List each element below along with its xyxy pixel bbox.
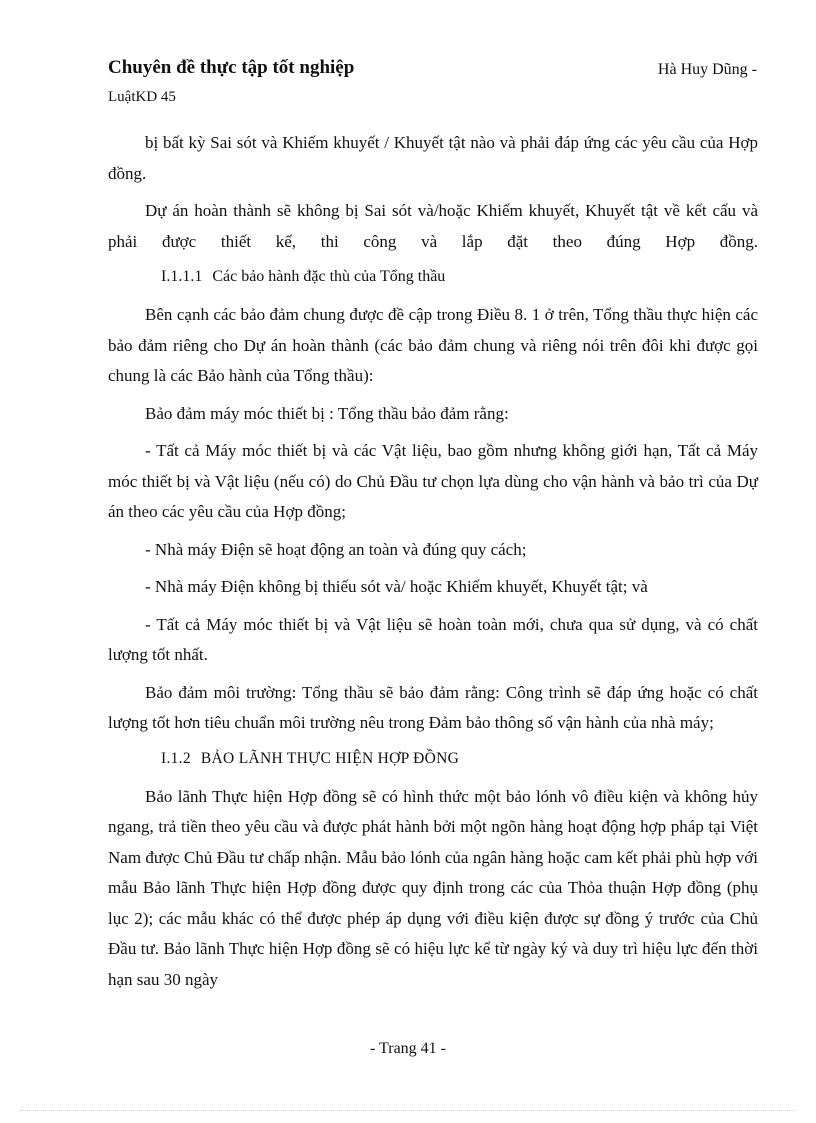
page-number: - Trang 41 - — [369, 1040, 446, 1057]
header-title: Chuyên đề thực tập tốt nghiệp — [108, 57, 355, 78]
paragraph: Bảo đảm máy móc thiết bị : Tổng thầu bảo đảm rằng: — [145, 403, 509, 423]
list-item: - Nhà máy Điện không bị thiếu sót và/ hoặc Khiếm khuyết, Khuyết tật; và — [145, 577, 648, 596]
list-item: - Nhà máy Điện sẽ hoạt động an toàn và đúng quy cách; — [145, 539, 527, 559]
header-author: Hà Huy Dũng - — [657, 61, 757, 78]
section-number: I.1.2 — [161, 749, 191, 767]
list-item: - Tất cả Máy móc thiết bị và các Vật liệu, bao gồm nhưng không giới hạn, Tất cả Máy móc thiết bị và Vật liệu (nếu có) do Chủ Đầu tư chọn lựa dùng cho vận hành và bảo trì của Dự án theo các yêu cầu của Hợp đồng; — [108, 441, 758, 521]
section-title: BẢO LÃNH THỰC HIỆN HỢP ĐỒNG — [200, 749, 460, 767]
page-edge-divider — [20, 1110, 796, 1111]
list-item: - Tất cả Máy móc thiết bị và Vật liệu sẽ hoàn toàn mới, chưa qua sử dụng, và có chất lượng tốt nhất. — [108, 614, 758, 664]
document-body — [108, 128, 758, 1002]
paragraph: Bên cạnh các bảo đảm chung được đề cập trong Điều 8. 1 ở trên, Tổng thầu thực hiện các bảo đảm riêng cho Dự án hoàn thành (các bảo đảm chung và riêng nói trên đôi khi được gọi chung là các Bảo hành của Tổng thầu): — [108, 305, 758, 385]
section-heading-1111 — [108, 264, 758, 290]
paragraph: Dự án hoàn thành sẽ không bị Sai sót và/hoặc Khiếm khuyết, Khuyết tật về kết cấu và phải được thiết kế, thi công và lắp đặt theo đúng Hợp đồng. — [108, 201, 758, 251]
section-heading-112 — [108, 746, 758, 772]
section-number: I.1.1.1 — [161, 268, 203, 285]
paragraph: Bảo đảm môi trường: Tổng thầu sẽ bảo đảm rằng: Công trình sẽ đáp ứng hoặc có chất lượng tốt hơn tiêu chuẩn môi trường nêu trong Đảm bảo thông số vận hành của nhà máy; — [108, 682, 758, 732]
section-title: Các bảo hành đặc thù của Tổng thầu — [212, 268, 446, 285]
header-class-code: LuậtKD 45 — [108, 89, 176, 105]
paragraph: Bảo lãnh Thực hiện Hợp đồng sẽ có hình thức một bảo lónh vô điều kiện và không hủy ngang, trả tiền theo yêu cầu và được phát hành bởi một ngõn hàng hoạt động hợp pháp tại Việt Nam được Chủ Đầu tư chấp nhận. Mẫu bảo lónh của ngân hàng hoặc cam kết phải phù hợp với mẫu Bảo lãnh Thực hiện Hợp đồng được quy định trong các của Thỏa thuận Hợp đồng (phụ lục 2); các mẫu khác có thể được phép áp dụng với điều kiện được sự đồng ý trước của Chủ Đầu tư. Bảo lãnh Thực hiện Hợp đồng sẽ có hiệu lực kể từ ngày ký và duy trì hiệu lực đến thời hạn sau 30 ngày — [108, 786, 758, 989]
paragraph: bị bất kỳ Sai sót và Khiếm khuyết / Khuyết tật nào và phải đáp ứng các yêu cầu của Hợp đồng. — [108, 133, 758, 183]
